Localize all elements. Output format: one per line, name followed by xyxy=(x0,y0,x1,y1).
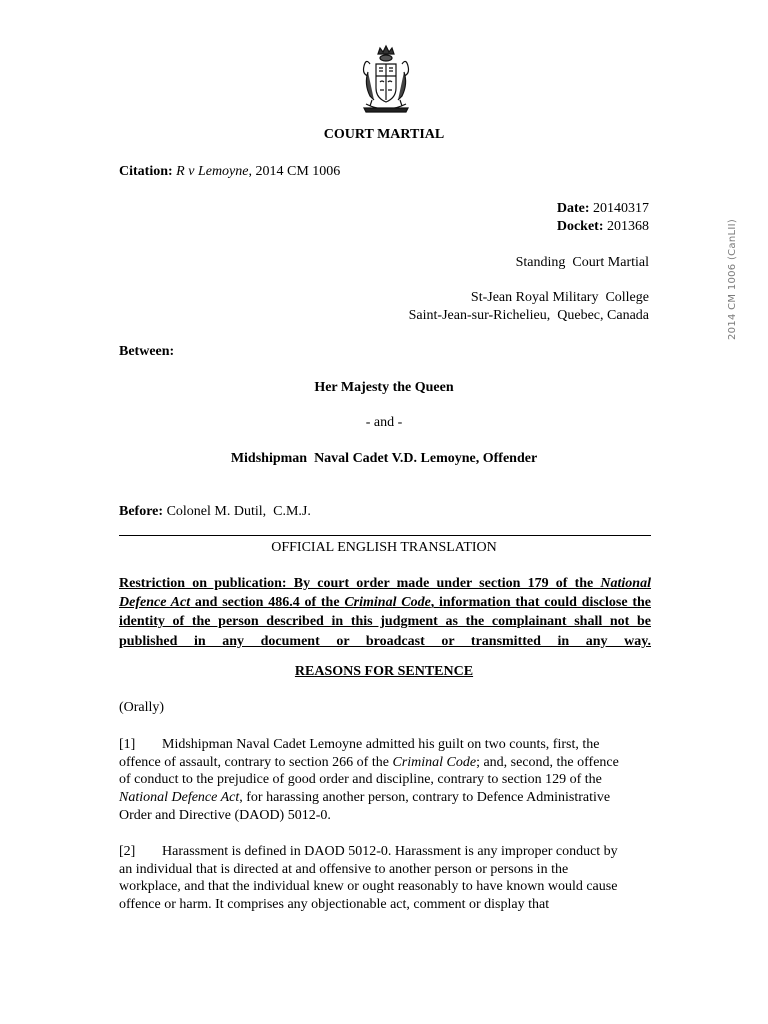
paragraph-text: , for harassing another person, contrary to Defence Administrative Order and Directive (DAOD) 5012-0. xyxy=(119,790,611,823)
between-label: Between: xyxy=(119,344,175,359)
restriction-code-name: Criminal Code xyxy=(344,595,431,611)
paragraph-2 xyxy=(119,843,633,914)
publication-restriction xyxy=(119,574,651,651)
translation-note: OFFICIAL ENGLISH TRANSLATION xyxy=(271,540,497,555)
date-line xyxy=(557,201,649,217)
paragraph-italic-code: Criminal Code xyxy=(392,754,477,770)
horizontal-rule xyxy=(119,535,651,536)
orally-note: (Orally) xyxy=(119,700,165,715)
coat-of-arms-crest-icon xyxy=(360,44,412,118)
docket-label: Docket: xyxy=(556,219,604,234)
document-title: COURT MARTIAL xyxy=(323,127,445,142)
paragraph-italic-act: National Defence Act xyxy=(119,790,240,806)
paragraph-number: [2] xyxy=(119,844,136,859)
citation-case-name: R v Lemoyne xyxy=(176,164,249,179)
date-value: 20140317 xyxy=(593,201,649,216)
citation-label: Citation: xyxy=(119,164,173,179)
restriction-text-1: Restriction on publication: By court order made under section 179 of the xyxy=(119,576,601,591)
paragraph-text: ; and, second, the offence of conduct to the prejudice of good order and discipline, contrary to section 129 of the xyxy=(119,754,619,788)
docket-value: 201368 xyxy=(607,219,649,234)
restriction-text-2: and section 486.4 of the xyxy=(190,595,345,611)
before-line xyxy=(119,504,311,520)
location-line-2: Saint-Jean-sur-Richelieu, Quebec, Canada xyxy=(408,308,649,323)
paragraph-number: [1] xyxy=(119,737,136,752)
docket-line xyxy=(557,219,649,235)
citation xyxy=(119,164,340,180)
before-label: Before: xyxy=(119,504,164,519)
paragraph-text: Midshipman Naval Cadet Lemoyne admitted his guilt on two counts, first, the offence of assault, contrary to section 266 of the xyxy=(119,737,600,770)
court-name: Standing Court Martial xyxy=(515,255,649,270)
reasons-heading: REASONS FOR SENTENCE xyxy=(294,664,474,679)
paragraph-1 xyxy=(119,736,633,825)
restriction-act-name: National Defence Act xyxy=(119,576,651,611)
citation-number: , 2014 CM 1006 xyxy=(248,164,341,179)
judge-name: Colonel M. Dutil, C.M.J. xyxy=(166,504,311,519)
date-label: Date: xyxy=(556,201,590,216)
location-line-1: St-Jean Royal Military College xyxy=(470,290,649,305)
party-two: Midshipman Naval Cadet V.D. Lemoyne, Offender xyxy=(230,451,538,466)
restriction-text-3: , information that could disclose the identity of the person described in this judgment as the complainant shall not be published in any document or broadcast or transmitted in any way. xyxy=(119,595,651,649)
paragraph-text: Harassment is defined in DAOD 5012-0. Harassment is any improper conduct by an individual that is directed at and offensive to another person or persons in the workplace, and that the individual knew or ought reasonably to have known would cause offence or harm. It comprises any objectionable act, comment or display that xyxy=(119,844,618,913)
party-one: Her Majesty the Queen xyxy=(314,380,454,395)
canlii-side-stamp: 2014 CM 1006 (CanLII) xyxy=(727,218,738,340)
and-separator: - and - xyxy=(365,415,403,430)
